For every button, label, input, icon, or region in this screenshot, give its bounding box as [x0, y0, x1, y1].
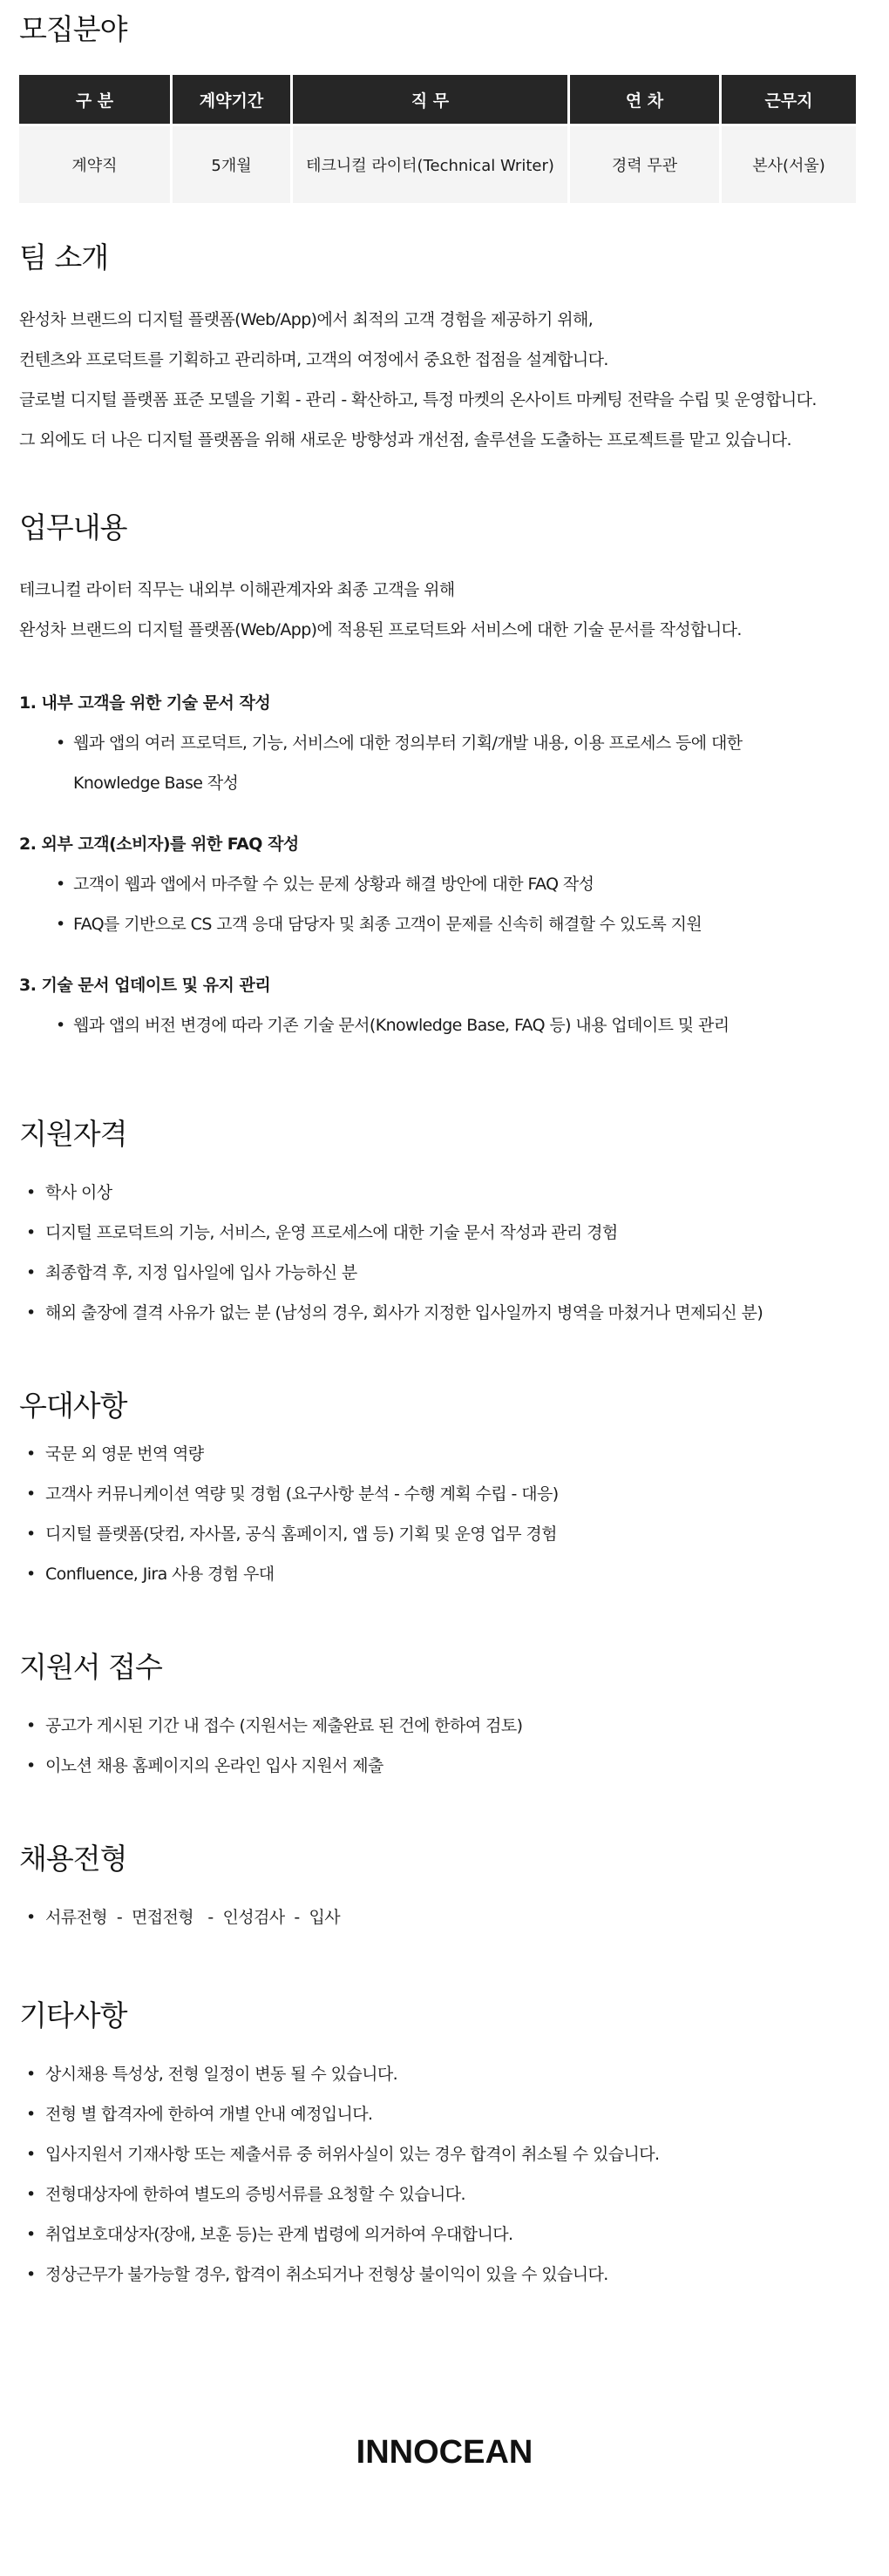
team-line: 글로벌 디지털 플랫폼 표준 모델을 기획 - 관리 - 확산하고, 특정 마켓의 온사이트 마케팅 전략을 수립 및 운영합니다.	[19, 389, 817, 409]
list-item: • FAQ를 기반으로 CS 고객 응대 담당자 및 최종 고객이 문제를 신속히 해결할 수 있도록 지원	[19, 904, 882, 944]
header-location: 근무지	[722, 75, 856, 124]
process-title: 채용전형	[19, 1842, 127, 1876]
recruit-title: 모집분야	[19, 12, 127, 46]
application-section	[19, 1650, 882, 1786]
cell-contract-period: 5개월	[173, 124, 293, 203]
team-line: 컨텐츠와 프로덕트를 기획하고 관리하며, 고객의 여정에서 중요한 접점을 설계합니다.	[19, 349, 608, 369]
list-item: • 학사 이상	[19, 1173, 882, 1213]
etc-list	[19, 2054, 882, 2295]
list-item: • 고객이 웹과 앱에서 마주할 수 있는 문제 상황과 해결 방안에 대한 FAQ 작성	[19, 864, 882, 904]
application-title: 지원서 접수	[19, 1650, 162, 1684]
list-item-continuation: Knowledge Base 작성	[73, 773, 239, 793]
team-line: 그 외에도 더 나은 디지털 플랫폼을 위해 새로운 방향성과 개선점, 솔루션을 도출하는 프로젝트를 맡고 있습니다.	[19, 429, 791, 450]
duties-section	[19, 510, 882, 1045]
list-item: • 서류전형 - 면접전형 - 인성검사 - 입사	[19, 1897, 882, 1937]
duty-subtitle-1: 1. 내부 고객을 위한 기술 문서 작성	[19, 693, 271, 713]
table-row	[19, 124, 856, 203]
list-item: • 입사지원서 기재사항 또는 제출서류 중 허위사실이 있는 경우 합격이 취소될 수 있습니다.	[19, 2134, 882, 2174]
header-job: 직 무	[293, 75, 570, 124]
list-item: • 디지털 프로덕트의 기능, 서비스, 운영 프로세스에 대한 기술 문서 작성과 관리 경험	[19, 1213, 882, 1253]
duties-intro-line: 완성차 브랜드의 디지털 플랫폼(Web/App)에 적용된 프로덕트와 서비스에 대한 기술 문서를 작성합니다.	[19, 619, 742, 639]
list-item: • 디지털 플랫폼(닷컴, 자사몰, 공식 홈페이지, 앱 등) 기획 및 운영 업무 경험	[19, 1514, 882, 1554]
list-item: • 상시채용 특성상, 전형 일정이 변동 될 수 있습니다.	[19, 2054, 882, 2094]
header-category: 구 분	[19, 75, 173, 124]
list-item: • 고객사 커뮤니케이션 역량 및 경험 (요구사항 분석 - 수행 계획 수립 - 대응)	[19, 1474, 882, 1514]
duty-list-2	[19, 864, 882, 944]
application-list	[19, 1706, 882, 1786]
qualifications-title: 지원자격	[19, 1117, 127, 1151]
innocean-logo: INNOCEAN	[356, 2434, 533, 2471]
duty-list-3	[19, 1005, 882, 1045]
list-item: • 정상근무가 불가능할 경우, 합격이 취소되거나 전형상 불이익이 있을 수 있습니다.	[19, 2255, 882, 2295]
process-list	[19, 1897, 882, 1937]
duty-subtitle-3: 3. 기술 문서 업데이트 및 유지 관리	[19, 975, 271, 995]
duties-intro-line: 테크니컬 라이터 직무는 내외부 이해관계자와 최종 고객을 위해	[19, 579, 455, 599]
etc-title: 기타사항	[19, 1998, 127, 2032]
duty-subtitle-2: 2. 외부 고객(소비자)를 위한 FAQ 작성	[19, 834, 299, 854]
duties-title: 업무내용	[19, 510, 127, 544]
list-item: • 국문 외 영문 번역 역량	[19, 1434, 882, 1474]
list-item: • 웹과 앱의 버전 변경에 따라 기존 기술 문서(Knowledge Base, FAQ 등) 내용 업데이트 및 관리	[19, 1005, 882, 1045]
recruit-table-header	[19, 75, 856, 124]
list-item: • 해외 출장에 결격 사유가 없는 분 (남성의 경우, 회사가 지정한 입사일까지 병역을 마쳤거나 면제되신 분)	[19, 1293, 882, 1333]
qualifications-list	[19, 1173, 882, 1333]
recruit-table	[19, 75, 856, 203]
process-section	[19, 1842, 882, 1937]
duty-list-1	[19, 723, 882, 763]
preferred-title: 우대사항	[19, 1389, 127, 1423]
team-title: 팀 소개	[19, 240, 109, 274]
list-item: • 전형대상자에 한하여 별도의 증빙서류를 요청할 수 있습니다.	[19, 2174, 882, 2214]
list-item: • 취업보호대상자(장애, 보훈 등)는 관계 법령에 의거하여 우대합니다.	[19, 2214, 882, 2255]
cell-location: 본사(서울)	[722, 124, 856, 203]
preferred-list	[19, 1434, 882, 1594]
recruit-section	[19, 12, 882, 47]
cell-job: 테크니컬 라이터(Technical Writer)	[293, 124, 570, 203]
list-item: • 전형 별 합격자에 한하여 개별 안내 예정입니다.	[19, 2094, 882, 2134]
header-experience: 연 차	[570, 75, 722, 124]
list-item: • Confluence, Jira 사용 경험 우대	[19, 1554, 882, 1594]
team-section	[19, 240, 882, 460]
list-item: • 웹과 앱의 여러 프로덕트, 기능, 서비스에 대한 정의부터 기획/개발 내용, 이용 프로세스 등에 대한	[19, 723, 882, 763]
preferred-section	[19, 1389, 882, 1594]
list-item: • 공고가 게시된 기간 내 접수 (지원서는 제출완료 된 건에 한하여 검토)	[19, 1706, 882, 1746]
list-item: • 최종합격 후, 지정 입사일에 입사 가능하신 분	[19, 1253, 882, 1293]
qualifications-section	[19, 1117, 882, 1333]
list-item: • 이노션 채용 홈페이지의 온라인 입사 지원서 제출	[19, 1746, 882, 1786]
etc-section	[19, 1998, 882, 2295]
cell-category: 계약직	[19, 124, 173, 203]
header-contract-period: 계약기간	[173, 75, 293, 124]
cell-experience: 경력 무관	[570, 124, 722, 203]
team-line: 완성차 브랜드의 디지털 플랫폼(Web/App)에서 최적의 고객 경험을 제공하기 위해,	[19, 309, 594, 329]
